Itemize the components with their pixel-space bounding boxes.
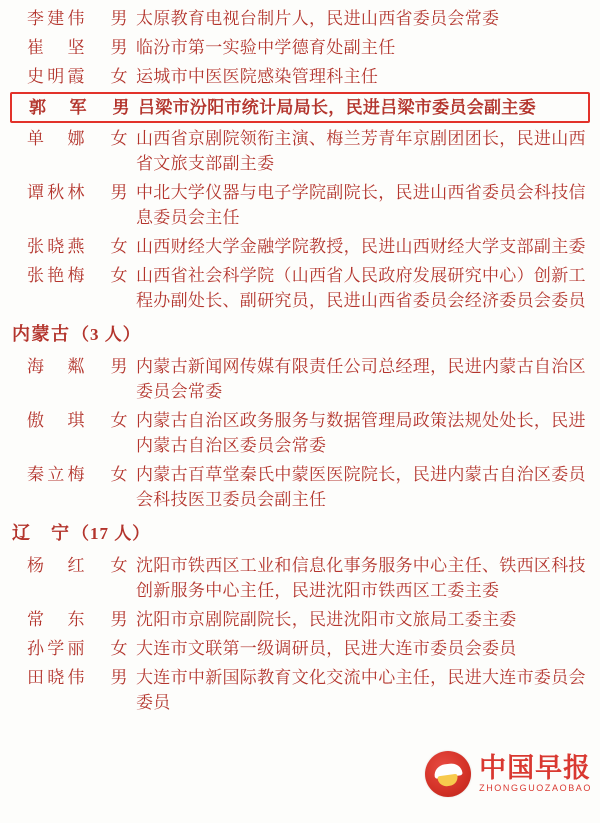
entry-name-cell bbox=[10, 354, 102, 379]
entry-name: 孙学丽 bbox=[27, 639, 85, 658]
province-count: （3 人） bbox=[72, 325, 141, 344]
entry-row bbox=[10, 406, 590, 460]
entry-row-highlighted bbox=[10, 92, 590, 123]
entry-name-cell bbox=[10, 64, 102, 89]
entry-name-cell bbox=[10, 180, 102, 205]
entry-description: 吕梁市汾阳市统计局局长，民进吕梁市委员会副主委 bbox=[138, 98, 536, 117]
entry-sex: 女 bbox=[110, 129, 128, 148]
entry-sex: 男 bbox=[110, 610, 128, 629]
entry-row bbox=[10, 261, 590, 315]
entry-sex: 女 bbox=[110, 639, 128, 658]
province-name: 内蒙古 bbox=[12, 324, 70, 344]
province-name: 辽宁 bbox=[12, 523, 70, 543]
entry-sex: 女 bbox=[110, 411, 128, 430]
entry-name: 傲琪 bbox=[27, 411, 85, 430]
entry-row bbox=[10, 352, 590, 406]
entry-name: 史明霞 bbox=[27, 67, 85, 86]
entry-name-cell bbox=[10, 636, 102, 661]
entry-name-cell bbox=[10, 6, 102, 31]
watermark-text bbox=[479, 754, 592, 794]
entry-name-cell bbox=[10, 263, 102, 288]
entry-sex: 男 bbox=[110, 668, 128, 687]
entry-name: 崔坚 bbox=[27, 38, 85, 57]
entry-sex: 男 bbox=[112, 98, 130, 117]
entry-sex: 女 bbox=[110, 67, 128, 86]
page-bottom-fade bbox=[0, 807, 600, 823]
entry-name-cell bbox=[10, 553, 102, 578]
entry-description: 大连市文联第一级调研员，民进大连市委员会委员 bbox=[136, 639, 517, 658]
entry-description: 内蒙古百草堂秦氏中蒙医医院院长，民进内蒙古自治区委员会科技医卫委员会副主任 bbox=[136, 465, 586, 509]
entry-row bbox=[10, 33, 590, 62]
entry-description: 大连市中新国际教育文化交流中心主任，民进大连市委员会委员 bbox=[136, 668, 586, 712]
watermark bbox=[425, 751, 592, 797]
entry-name-cell bbox=[10, 607, 102, 632]
entry-name: 单娜 bbox=[27, 129, 85, 148]
entry-name: 杨红 bbox=[27, 556, 85, 575]
entry-name-cell bbox=[10, 665, 102, 690]
entry-description: 运城市中医医院感染管理科主任 bbox=[136, 67, 379, 86]
entry-sex: 女 bbox=[110, 237, 128, 256]
entry-description: 内蒙古新闻网传媒有限责任公司总经理，民进内蒙古自治区委员会常委 bbox=[136, 357, 586, 401]
entry-description: 山西省社会科学院（山西省人民政府发展研究中心）创新工程办副处长、副研究员，民进山西省委员会经济委员会委员 bbox=[136, 266, 586, 310]
entry-row bbox=[10, 551, 590, 605]
entry-name: 张晓燕 bbox=[27, 237, 85, 256]
province-heading bbox=[10, 315, 590, 352]
entry-description: 太原教育电视台制片人，民进山西省委员会常委 bbox=[136, 9, 500, 28]
sunrise-badge-icon bbox=[425, 751, 471, 797]
province-heading bbox=[10, 514, 590, 551]
entry-name-cell bbox=[10, 35, 102, 60]
entry-sex: 女 bbox=[110, 465, 128, 484]
entry-name: 秦立梅 bbox=[27, 465, 85, 484]
entry-sex: 男 bbox=[110, 357, 128, 376]
entry-name: 谭秋林 bbox=[27, 183, 85, 202]
entry-name: 郭军 bbox=[29, 98, 87, 117]
entry-description: 中北大学仪器与电子学院副院长，民进山西省委员会科技信息委员会主任 bbox=[136, 183, 586, 227]
entry-description: 山西财经大学金融学院教授，民进山西财经大学支部副主委 bbox=[136, 237, 586, 256]
entry-name: 李建伟 bbox=[27, 9, 85, 28]
entry-row bbox=[10, 232, 590, 261]
entry-row bbox=[10, 460, 590, 514]
entry-name-cell bbox=[10, 462, 102, 487]
watermark-cn: 中国早报 bbox=[479, 753, 592, 784]
entry-description: 内蒙古自治区政务服务与数据管理局政策法规处处长，民进内蒙古自治区委员会常委 bbox=[136, 411, 586, 455]
entry-row bbox=[10, 62, 590, 91]
entry-name-cell bbox=[10, 408, 102, 433]
entry-sex: 女 bbox=[110, 266, 128, 285]
entry-row bbox=[10, 663, 590, 717]
entry-name: 田晓伟 bbox=[27, 668, 85, 687]
entry-name-cell bbox=[10, 126, 102, 151]
entry-name: 常东 bbox=[27, 610, 85, 629]
entry-sex: 男 bbox=[110, 9, 128, 28]
entry-sex: 男 bbox=[110, 183, 128, 202]
entry-description: 沈阳市京剧院副院长，民进沈阳市文旅局工委主委 bbox=[136, 610, 517, 629]
province-count: （17 人） bbox=[72, 524, 151, 543]
entry-sex: 女 bbox=[110, 556, 128, 575]
entry-description: 临汾市第一实验中学德育处副主任 bbox=[136, 38, 396, 57]
entry-row bbox=[10, 124, 590, 178]
entry-row bbox=[10, 605, 590, 634]
entry-name: 张艳梅 bbox=[27, 266, 85, 285]
entry-row bbox=[10, 178, 590, 232]
entry-row bbox=[10, 4, 590, 33]
entry-name-cell bbox=[10, 234, 102, 259]
entry-row bbox=[10, 634, 590, 663]
entry-name-cell bbox=[12, 95, 104, 120]
entry-description: 山西省京剧院领衔主演、梅兰芳青年京剧团团长，民进山西省文旅支部副主委 bbox=[136, 129, 586, 173]
entry-name: 海粼 bbox=[27, 357, 85, 376]
watermark-en: ZHONGGUOZAOBAO bbox=[479, 783, 592, 794]
entry-description: 沈阳市铁西区工业和信息化事务服务中心主任、铁西区科技创新服务中心主任，民进沈阳市铁西区工委主委 bbox=[136, 556, 586, 600]
entry-sex: 男 bbox=[110, 38, 128, 57]
